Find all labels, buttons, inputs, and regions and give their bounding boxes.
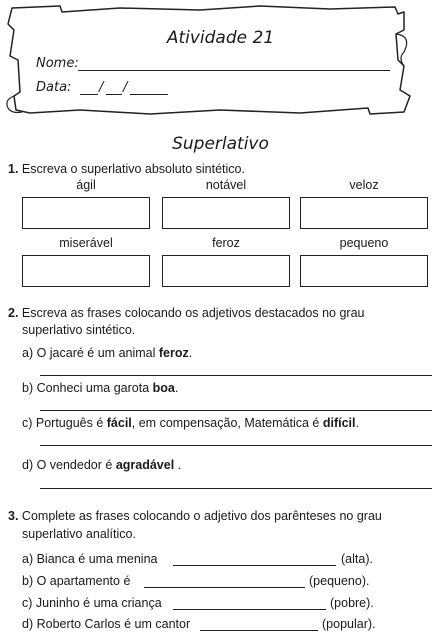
answer-box[interactable] — [300, 255, 428, 287]
hint: (alta). — [341, 552, 373, 566]
question-3 — [8, 508, 382, 525]
highlighted-adjective: agradável — [115, 458, 175, 472]
answer-line[interactable] — [173, 609, 326, 610]
answer-line[interactable] — [40, 410, 432, 411]
date-separator: / — [123, 80, 128, 95]
date-label: Data: — [36, 80, 72, 95]
word-label: pequeno — [339, 236, 389, 250]
answer-line[interactable] — [40, 375, 432, 376]
question-text-cont: superlativo sintético. — [22, 323, 136, 337]
highlighted-adjective: feroz — [158, 346, 189, 360]
answer-line[interactable] — [200, 630, 318, 631]
highlighted-adjective: fácil — [106, 416, 132, 430]
worksheet-title: Atividade 21 — [166, 28, 275, 48]
question-number: 3. — [8, 509, 19, 523]
question-text: Escreva o superlativo absoluto sintético. — [21, 162, 245, 176]
answer-line[interactable] — [144, 587, 305, 588]
word-label: miserável — [59, 236, 113, 250]
question-text: Complete as frases colocando o adjetivo dos parênteses no grau — [21, 509, 382, 523]
hint: (pequeno). — [309, 574, 370, 588]
item-2a: a) O jacaré é um animal feroz. — [22, 346, 193, 360]
word-label: notável — [205, 178, 247, 192]
question-number: 1. — [8, 162, 19, 176]
date-day-field[interactable] — [80, 94, 98, 95]
highlighted-adjective: difícil — [322, 416, 356, 430]
item-3d: d) Roberto Carlos é um cantor — [22, 617, 191, 631]
section-title: Superlativo — [172, 134, 269, 154]
answer-box[interactable] — [162, 197, 290, 229]
question-text: Escreva as frases colocando os adjetivos destacados no grau — [21, 306, 365, 320]
name-label: Nome: — [36, 56, 79, 71]
date-year-field[interactable] — [130, 94, 168, 95]
hint: (pobre). — [330, 596, 374, 610]
question-text-cont: superlativo analítico. — [22, 527, 136, 541]
answer-line[interactable] — [40, 488, 432, 489]
hint: (popular). — [322, 617, 376, 631]
item-3a: a) Bianca é uma menina — [22, 552, 158, 566]
date-month-field[interactable] — [106, 94, 122, 95]
question-1 — [8, 161, 245, 178]
item-2b: b) Conheci uma garota boa. — [22, 381, 179, 395]
item-2d: d) O vendedor é agradável . — [22, 458, 182, 472]
item-3b: b) O apartamento é — [22, 574, 131, 588]
word-label: ágil — [76, 178, 96, 192]
highlighted-adjective: boa — [152, 381, 175, 395]
word-label: feroz — [212, 236, 240, 250]
answer-box[interactable] — [22, 197, 150, 229]
item-2c: c) Português é fácil, em compensação, Matemática é difícil. — [22, 416, 359, 430]
answer-line[interactable] — [40, 445, 432, 446]
date-separator: / — [99, 80, 104, 95]
question-number: 2. — [8, 306, 19, 320]
item-3c: c) Juninho é uma criança — [22, 596, 162, 610]
word-label: veloz — [349, 178, 379, 192]
answer-box[interactable] — [22, 255, 150, 287]
question-2 — [8, 305, 364, 322]
answer-line[interactable] — [173, 565, 336, 566]
name-field[interactable] — [78, 70, 390, 71]
answer-box[interactable] — [300, 197, 428, 229]
answer-box[interactable] — [162, 255, 290, 287]
